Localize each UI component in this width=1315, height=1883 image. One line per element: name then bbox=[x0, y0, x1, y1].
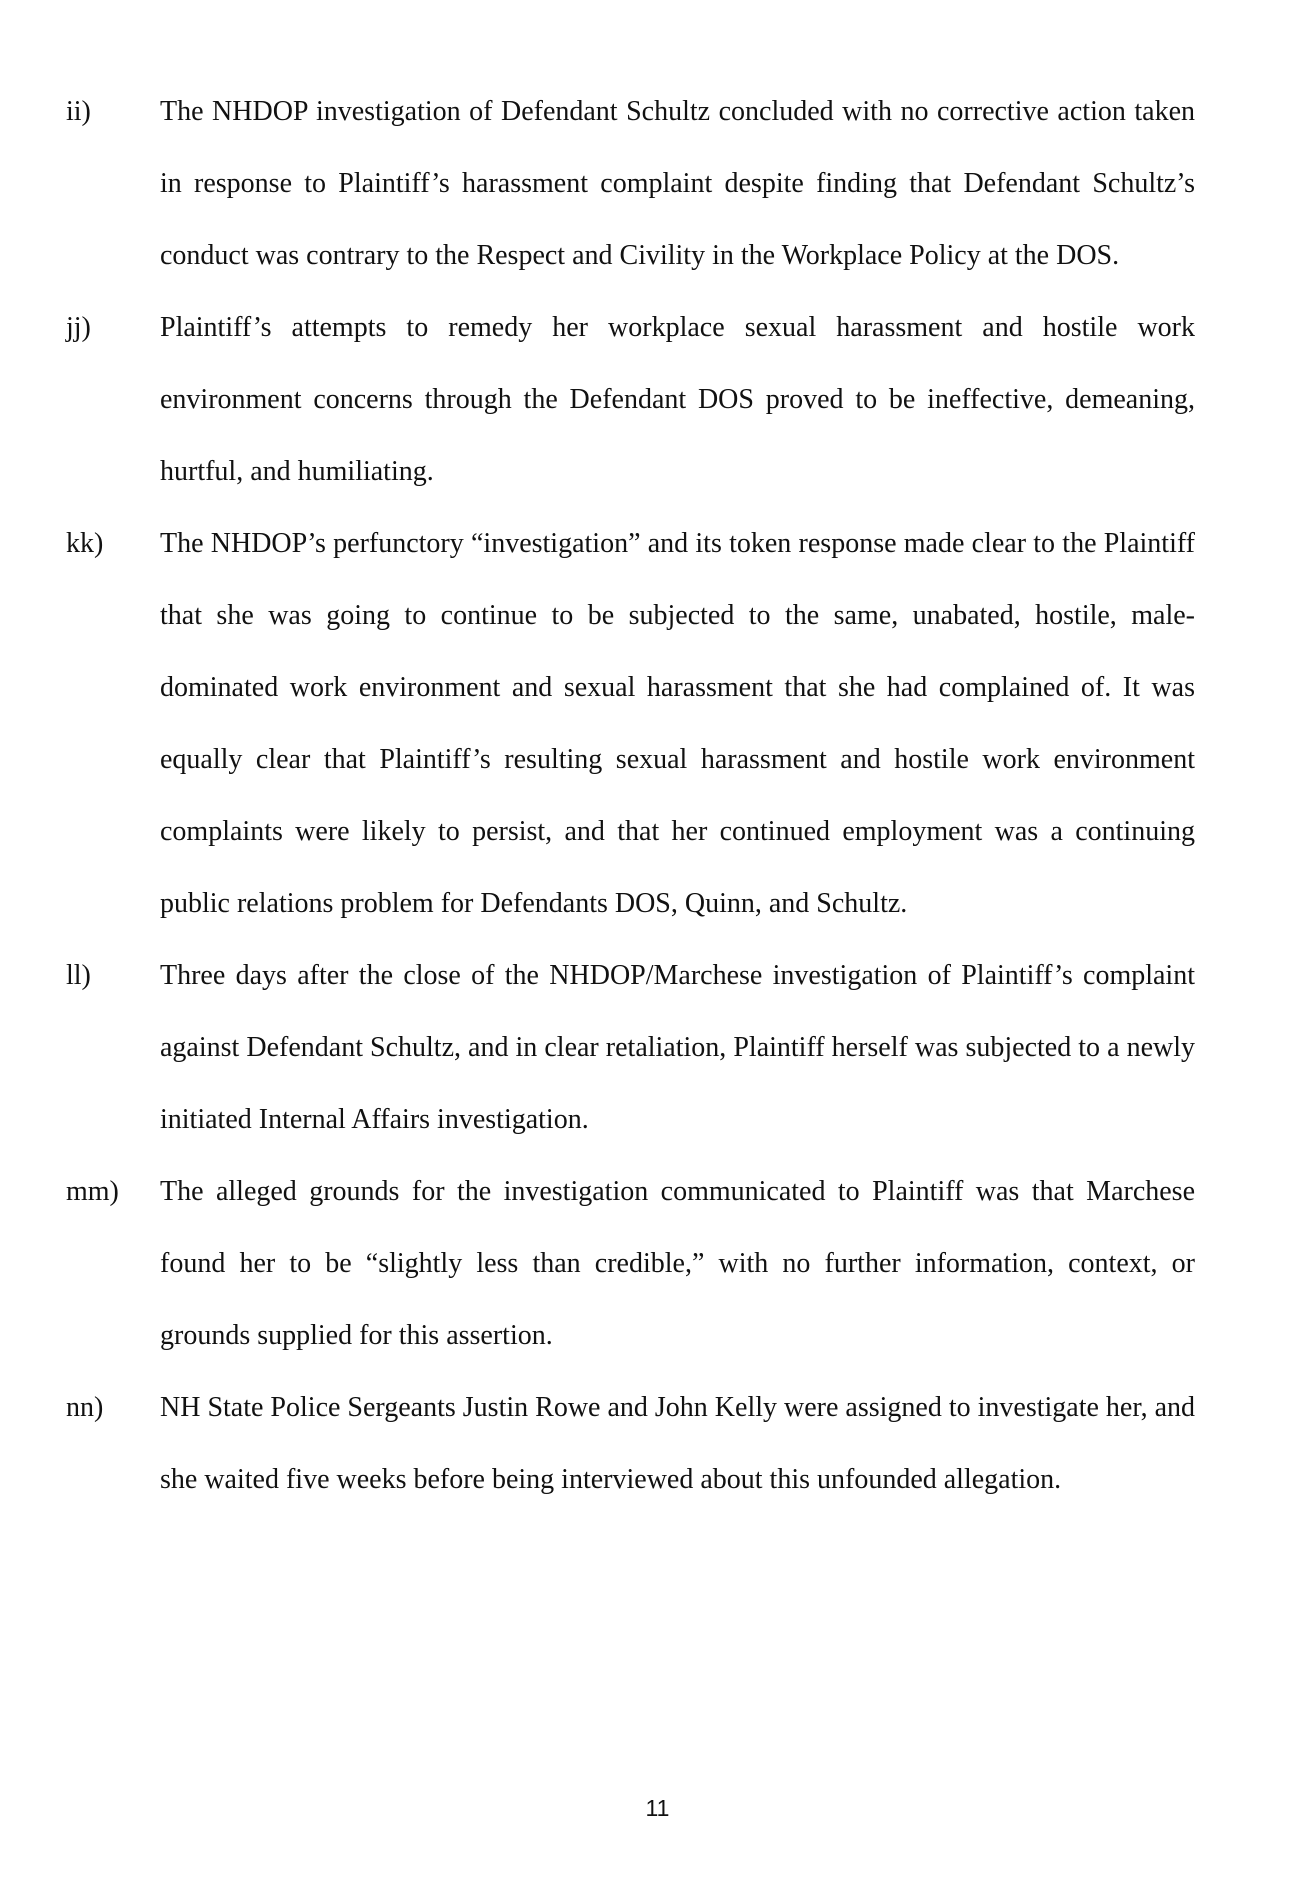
paragraph-label: mm) bbox=[66, 1176, 119, 1207]
paragraph-text: Three days after the close of the NHDOP/Marchese investigation of Plaintiff’s complaint against Defendant Schultz, and in clear retaliation, Plaintiff herself was subjected to a newly initiated Internal Affairs investigation. bbox=[160, 960, 1195, 1135]
paragraph-text: Plaintiff’s attempts to remedy her workplace sexual harassment and hostile work environment concerns through the Defendant DOS proved to be ineffective, demeaning, hurtful, and humiliating. bbox=[160, 312, 1195, 487]
paragraph-jj bbox=[0, 292, 1315, 508]
paragraph-label: nn) bbox=[66, 1392, 104, 1423]
paragraph-text: The NHDOP’s perfunctory “investigation” and its token response made clear to the Plaintiff that she was going to continue to be subjected to the same, unabated, hostile, male-dominated work environment and sexual harassment that she had complained of. It was equally clear that Plaintiff’s resulting sexual harassment and hostile work environment complaints were likely to persist, and that her continued employment was a continuing public relations problem for Defendants DOS, Quinn, and Schultz. bbox=[160, 528, 1195, 919]
paragraph-label: kk) bbox=[66, 528, 104, 559]
paragraph-text: The alleged grounds for the investigation communicated to Plaintiff was that Marchese found her to be “slightly less than credible,” with no further information, context, or grounds supplied for this assertion. bbox=[160, 1176, 1195, 1351]
paragraph-ii bbox=[0, 76, 1315, 292]
paragraph-label: ii) bbox=[66, 96, 91, 127]
paragraph-kk bbox=[0, 508, 1315, 940]
paragraph-label: ll) bbox=[66, 960, 91, 991]
paragraph-label: jj) bbox=[66, 312, 91, 343]
paragraph-nn bbox=[0, 1372, 1315, 1516]
page-number: 11 bbox=[645, 1795, 670, 1821]
paragraph-text: The NHDOP investigation of Defendant Schultz concluded with no corrective action taken in response to Plaintiff’s harassment complaint despite finding that Defendant Schultz’s conduct was contrary to the Respect and Civility in the Workplace Policy at the DOS. bbox=[160, 96, 1195, 271]
paragraph-ll bbox=[0, 940, 1315, 1156]
paragraph-list bbox=[0, 76, 1315, 1516]
paragraph-mm bbox=[0, 1156, 1315, 1372]
paragraph-text: NH State Police Sergeants Justin Rowe and John Kelly were assigned to investigate her, and she waited five weeks before being interviewed about this unfounded allegation. bbox=[160, 1392, 1195, 1495]
